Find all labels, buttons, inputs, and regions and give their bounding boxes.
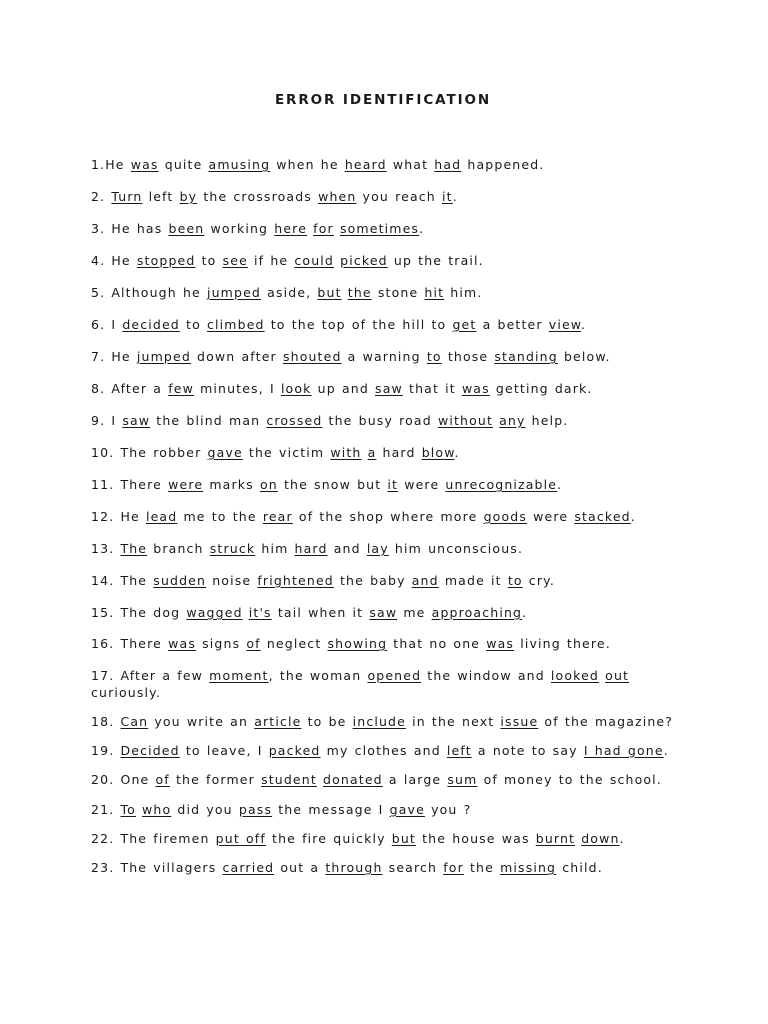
underlined-word: the bbox=[347, 285, 372, 300]
underlined-word: without bbox=[437, 413, 493, 428]
question-text: the fire quickly bbox=[265, 831, 392, 846]
question-text: happened. bbox=[461, 157, 545, 172]
question-text: below. bbox=[557, 349, 611, 364]
underlined-word: was bbox=[486, 636, 515, 651]
question-text: the house was bbox=[415, 831, 536, 846]
underlined-word: crossed bbox=[266, 413, 323, 428]
underlined-word: were bbox=[168, 477, 204, 492]
question-text: when he bbox=[270, 157, 345, 172]
question-text: the blind man bbox=[150, 413, 267, 428]
question-text: a large bbox=[382, 772, 448, 787]
question-text: 16. There bbox=[91, 636, 169, 651]
underlined-word: put off bbox=[215, 831, 266, 846]
underlined-word: and bbox=[411, 573, 439, 588]
question-item bbox=[91, 348, 681, 365]
question-text: 10. The robber bbox=[91, 445, 208, 460]
question-text: tail when it bbox=[271, 605, 370, 620]
question-text: you ? bbox=[424, 802, 472, 817]
question-text: left bbox=[142, 189, 180, 204]
question-text: me to the bbox=[177, 509, 263, 524]
underlined-word: any bbox=[499, 413, 526, 428]
underlined-word: was bbox=[130, 157, 159, 172]
question-text: living there. bbox=[514, 636, 611, 651]
question-item bbox=[91, 771, 681, 788]
question-item bbox=[91, 444, 681, 461]
underlined-word: down bbox=[581, 831, 620, 846]
question-text: 5. Although he bbox=[91, 285, 207, 300]
question-text: the crossroads bbox=[197, 189, 319, 204]
underlined-word: sometimes bbox=[339, 221, 420, 236]
question-text: working bbox=[204, 221, 275, 236]
question-text: to bbox=[179, 317, 208, 332]
question-text: of the shop where more bbox=[292, 509, 484, 524]
question-text: 13. bbox=[91, 541, 121, 556]
underlined-word: but bbox=[317, 285, 342, 300]
underlined-word: decided bbox=[122, 317, 180, 332]
question-text: 2. bbox=[91, 189, 112, 204]
question-text: 14. The bbox=[91, 573, 154, 588]
question-text: the bbox=[463, 860, 501, 875]
underlined-word: with bbox=[330, 445, 362, 460]
question-text: of the magazine? bbox=[538, 714, 674, 729]
question-item bbox=[91, 476, 681, 493]
underlined-word: The bbox=[120, 541, 148, 556]
question-text: the busy road bbox=[322, 413, 438, 428]
question-item bbox=[91, 284, 681, 301]
question-text: minutes, I bbox=[193, 381, 281, 396]
question-text: search bbox=[382, 860, 444, 875]
underlined-word: saw bbox=[375, 381, 403, 396]
underlined-word: To bbox=[120, 802, 136, 817]
question-text: . bbox=[454, 445, 460, 460]
question-text: 19. bbox=[91, 743, 121, 758]
question-item bbox=[91, 508, 681, 525]
underlined-word: saw bbox=[122, 413, 151, 428]
underlined-word: I had gone bbox=[583, 743, 664, 758]
underlined-word: frightened bbox=[257, 573, 334, 588]
underlined-word: was bbox=[168, 636, 196, 651]
question-text: help. bbox=[525, 413, 569, 428]
underlined-word: left bbox=[446, 743, 472, 758]
question-text: , the woman bbox=[268, 668, 368, 683]
underlined-word: goods bbox=[483, 509, 528, 524]
question-text: to bbox=[195, 253, 223, 268]
question-text: quite bbox=[158, 157, 209, 172]
underlined-word: it bbox=[387, 477, 399, 492]
page-title: ERROR IDENTIFICATION bbox=[274, 92, 492, 108]
question-text: him bbox=[255, 541, 295, 556]
underlined-word: for bbox=[313, 221, 334, 236]
question-text: 3. He has bbox=[91, 221, 169, 236]
underlined-word: missing bbox=[500, 860, 557, 875]
underlined-word: on bbox=[259, 477, 278, 492]
underlined-word: jumped bbox=[206, 285, 262, 300]
question-text: if he bbox=[247, 253, 295, 268]
underlined-word: approaching bbox=[431, 605, 523, 620]
question-text: the message I bbox=[272, 802, 390, 817]
question-text: down after bbox=[190, 349, 283, 364]
question-text: 4. He bbox=[91, 253, 137, 268]
question-text: 8. After a bbox=[91, 381, 169, 396]
question-text: the former bbox=[169, 772, 262, 787]
underlined-word: had bbox=[434, 157, 462, 172]
question-text: him unconscious. bbox=[388, 541, 524, 556]
underlined-word: stopped bbox=[136, 253, 196, 268]
question-text: did you bbox=[171, 802, 239, 817]
underlined-word: to bbox=[426, 349, 442, 364]
underlined-word: showing bbox=[327, 636, 388, 651]
question-text: . bbox=[452, 189, 458, 204]
question-text: my clothes and bbox=[320, 743, 447, 758]
underlined-word: here bbox=[274, 221, 308, 236]
underlined-word: rear bbox=[262, 509, 293, 524]
underlined-word: by bbox=[179, 189, 198, 204]
underlined-word: Can bbox=[120, 714, 149, 729]
underlined-word: saw bbox=[369, 605, 398, 620]
underlined-word: out bbox=[605, 668, 630, 683]
question-text: stone bbox=[371, 285, 425, 300]
question-text: that it bbox=[402, 381, 462, 396]
question-text: the baby bbox=[333, 573, 412, 588]
underlined-word: gave bbox=[207, 445, 243, 460]
underlined-word: shouted bbox=[282, 349, 342, 364]
question-text: 21. bbox=[91, 802, 121, 817]
underlined-word: carried bbox=[222, 860, 275, 875]
question-text: 9. I bbox=[91, 413, 123, 428]
question-text: up and bbox=[311, 381, 376, 396]
underlined-word: gave bbox=[389, 802, 425, 817]
question-text: the snow but bbox=[277, 477, 388, 492]
question-text: 15. The dog bbox=[91, 605, 187, 620]
underlined-word: for bbox=[443, 860, 464, 875]
underlined-word: opened bbox=[367, 668, 422, 683]
question-text: what bbox=[386, 157, 435, 172]
question-text: up the trail. bbox=[387, 253, 484, 268]
underlined-word: but bbox=[391, 831, 416, 846]
question-text: the victim bbox=[242, 445, 331, 460]
underlined-word: climbed bbox=[207, 317, 265, 332]
underlined-word: donated bbox=[323, 772, 383, 787]
question-text: you write an bbox=[148, 714, 255, 729]
question-text: 6. I bbox=[91, 317, 123, 332]
question-text: a note to say bbox=[471, 743, 584, 758]
question-text: in the next bbox=[405, 714, 501, 729]
question-text: those bbox=[441, 349, 495, 364]
underlined-word: heard bbox=[344, 157, 387, 172]
question-text: branch bbox=[147, 541, 210, 556]
underlined-word: burnt bbox=[535, 831, 576, 846]
question-item bbox=[91, 412, 681, 429]
underlined-word: stacked bbox=[574, 509, 631, 524]
question-text: child. bbox=[556, 860, 603, 875]
question-text: signs bbox=[196, 636, 247, 651]
question-text: you reach bbox=[356, 189, 442, 204]
question-text: 23. The villagers bbox=[91, 860, 223, 875]
underlined-word: amusing bbox=[208, 157, 271, 172]
underlined-word: Decided bbox=[120, 743, 180, 758]
underlined-word: picked bbox=[340, 253, 388, 268]
question-text: 18. bbox=[91, 714, 121, 729]
underlined-word: of bbox=[246, 636, 261, 651]
question-text: . bbox=[619, 831, 625, 846]
question-item bbox=[91, 572, 681, 589]
underlined-word: struck bbox=[209, 541, 256, 556]
underlined-word: Turn bbox=[111, 189, 143, 204]
question-text: . bbox=[663, 743, 669, 758]
underlined-word: of bbox=[155, 772, 170, 787]
underlined-word: could bbox=[294, 253, 335, 268]
underlined-word: blow bbox=[421, 445, 455, 460]
question-item bbox=[91, 188, 681, 205]
question-text: . bbox=[557, 477, 563, 492]
question-text: out a bbox=[274, 860, 326, 875]
question-item bbox=[91, 713, 681, 730]
question-item bbox=[91, 252, 681, 269]
question-text: 22. The firemen bbox=[91, 831, 216, 846]
question-text: him. bbox=[444, 285, 483, 300]
question-text: hard bbox=[376, 445, 422, 460]
question-text: . bbox=[419, 221, 425, 236]
underlined-word: looked bbox=[550, 668, 600, 683]
underlined-word: view bbox=[548, 317, 582, 332]
underlined-word: it bbox=[442, 189, 453, 204]
question-item bbox=[91, 604, 681, 621]
question-text: noise bbox=[206, 573, 258, 588]
question-text: to leave, I bbox=[179, 743, 269, 758]
underlined-word: been bbox=[168, 221, 205, 236]
underlined-word: hard bbox=[294, 541, 328, 556]
question-item bbox=[91, 801, 681, 818]
underlined-word: packed bbox=[268, 743, 321, 758]
underlined-word: through bbox=[325, 860, 383, 875]
question-text: marks bbox=[203, 477, 260, 492]
underlined-word: lead bbox=[145, 509, 178, 524]
question-text: 1.He bbox=[91, 157, 131, 172]
question-text: of money to the school. bbox=[477, 772, 662, 787]
underlined-word: it's bbox=[248, 605, 272, 620]
question-text: 7. He bbox=[91, 349, 137, 364]
question-text: that no one bbox=[387, 636, 487, 651]
underlined-word: wagged bbox=[186, 605, 243, 620]
underlined-word: jumped bbox=[136, 349, 191, 364]
underlined-word: get bbox=[452, 317, 477, 332]
question-item bbox=[91, 667, 681, 701]
question-text: me bbox=[397, 605, 432, 620]
question-item bbox=[91, 220, 681, 237]
underlined-word: student bbox=[261, 772, 317, 787]
question-item bbox=[91, 830, 681, 847]
question-text: made it bbox=[438, 573, 508, 588]
question-text: 12. He bbox=[91, 509, 146, 524]
question-text: . bbox=[630, 509, 636, 524]
question-text: . bbox=[522, 605, 528, 620]
question-item bbox=[91, 156, 681, 173]
underlined-word: pass bbox=[238, 802, 273, 817]
question-text: a better bbox=[476, 317, 549, 332]
question-text: to the top of the hill to bbox=[264, 317, 453, 332]
question-text: neglect bbox=[260, 636, 328, 651]
underlined-word: lay bbox=[366, 541, 389, 556]
question-text: the window and bbox=[421, 668, 551, 683]
question-item bbox=[91, 316, 681, 333]
underlined-word: hit bbox=[424, 285, 445, 300]
question-item bbox=[91, 742, 681, 759]
underlined-word: was bbox=[461, 381, 490, 396]
question-text: to be bbox=[301, 714, 353, 729]
underlined-word: sum bbox=[447, 772, 478, 787]
question-text: cry. bbox=[522, 573, 556, 588]
question-text: were bbox=[398, 477, 446, 492]
question-text: getting dark. bbox=[489, 381, 593, 396]
underlined-word: include bbox=[352, 714, 406, 729]
underlined-word: who bbox=[142, 802, 172, 817]
underlined-word: to bbox=[507, 573, 523, 588]
underlined-word: standing bbox=[494, 349, 558, 364]
question-item bbox=[91, 859, 681, 876]
question-item bbox=[91, 635, 681, 652]
underlined-word: see bbox=[222, 253, 248, 268]
underlined-word: issue bbox=[500, 714, 539, 729]
underlined-word: sudden bbox=[153, 573, 207, 588]
underlined-word: unrecognizable bbox=[445, 477, 558, 492]
question-text: and bbox=[327, 541, 367, 556]
question-text: curiously. bbox=[91, 685, 162, 700]
underlined-word: when bbox=[318, 189, 357, 204]
underlined-word: look bbox=[280, 381, 312, 396]
question-text: 20. One bbox=[91, 772, 156, 787]
question-text: a warning bbox=[341, 349, 427, 364]
question-text: were bbox=[527, 509, 575, 524]
question-text: . bbox=[581, 317, 587, 332]
underlined-word: a bbox=[367, 445, 377, 460]
question-text: 17. After a few bbox=[91, 668, 210, 683]
question-text: aside, bbox=[261, 285, 318, 300]
question-text: 11. There bbox=[91, 477, 169, 492]
underlined-word: few bbox=[168, 381, 194, 396]
question-item bbox=[91, 380, 681, 397]
question-item bbox=[91, 540, 681, 557]
underlined-word: article bbox=[254, 714, 302, 729]
underlined-word: moment bbox=[209, 668, 269, 683]
